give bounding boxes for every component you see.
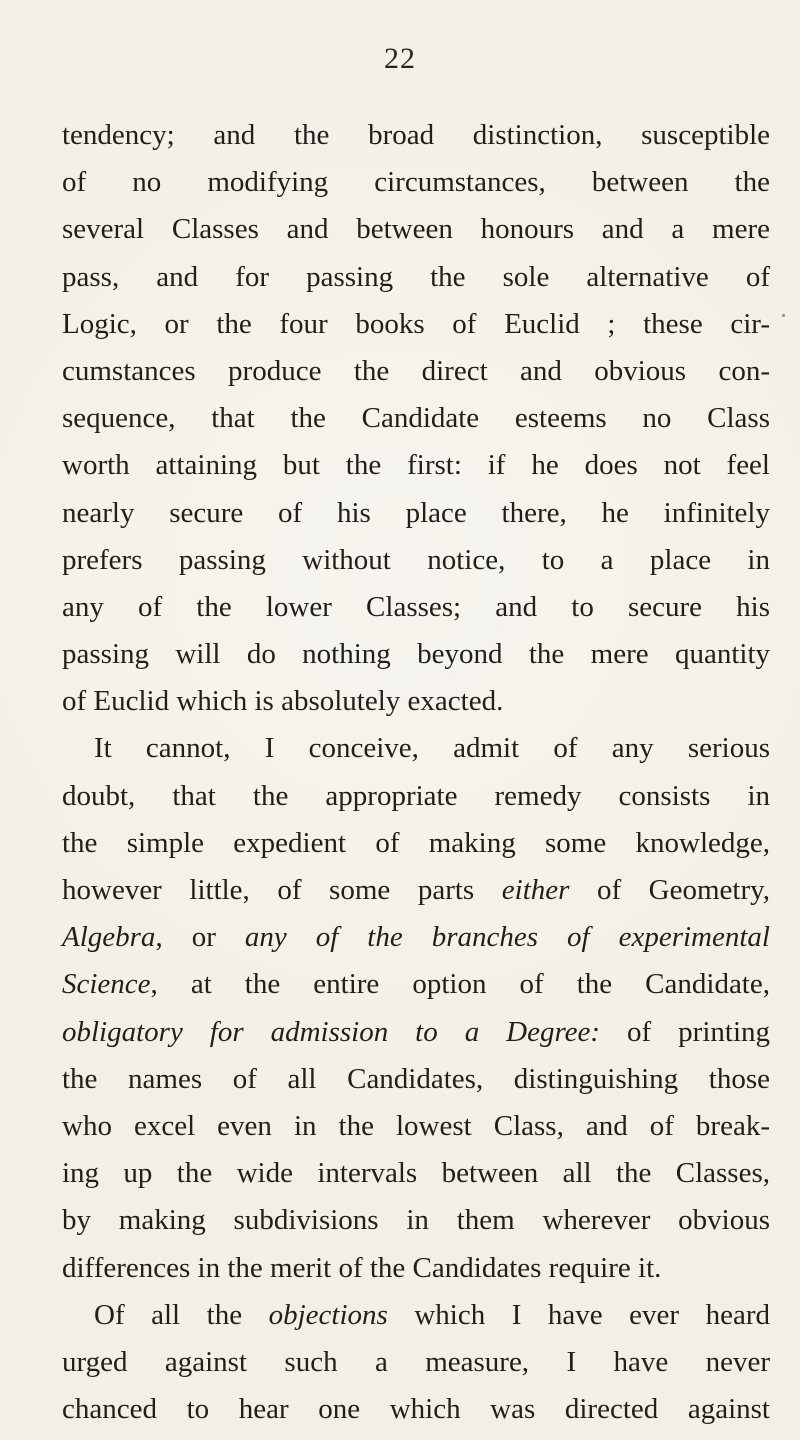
text-run: the simple expedient of making some knowledge,: [62, 826, 770, 859]
text-run: chanced to hear one which was directed against: [62, 1393, 770, 1426]
text-run: , or: [155, 921, 245, 954]
text-run: Of all the: [94, 1298, 269, 1331]
text-line: [62, 867, 770, 914]
text-line: [62, 1386, 770, 1433]
text-line: [62, 301, 770, 348]
body-text: [62, 112, 770, 1433]
text-run: urged against such a measure, I have never: [62, 1345, 770, 1378]
text-run: passing will do nothing beyond the mere quantity: [62, 638, 770, 671]
text-run: several Classes and between honours and a mere: [62, 213, 770, 246]
italic-run: objections: [268, 1298, 388, 1331]
text-line: [62, 1292, 770, 1339]
text-run: , at the entire option of the Candidate,: [150, 968, 770, 1001]
text-run: of Euclid which is absolutely exacted.: [62, 685, 504, 718]
italic-run: Science: [62, 968, 151, 1001]
text-line: [62, 820, 770, 867]
text-run: doubt, that the appropriate remedy consists in: [62, 779, 770, 812]
text-line: [62, 395, 770, 442]
text-line: [62, 631, 770, 678]
text-line: [62, 1150, 770, 1197]
text-run: Logic, or the four books of Euclid ; these cir-: [62, 307, 770, 340]
text-line: [62, 348, 770, 395]
text-line: [62, 961, 770, 1008]
text-run: ing up the wide intervals between all the Classes,: [62, 1157, 770, 1190]
text-run: the names of all Candidates, distinguishing those: [62, 1062, 770, 1095]
text-line: [62, 584, 770, 631]
text-line: [62, 490, 770, 537]
text-line: [62, 206, 770, 253]
text-run: sequence, that the Candidate esteems no Class: [62, 402, 770, 435]
text-line: [62, 678, 770, 725]
text-run: It cannot, I conceive, admit of any serious: [94, 732, 770, 765]
text-line: [62, 773, 770, 820]
printing-speck: [782, 314, 785, 317]
page-number: 22: [384, 42, 416, 75]
text-line: [62, 1197, 770, 1244]
italic-run: either: [501, 874, 570, 906]
text-run: which I have ever heard: [387, 1298, 770, 1331]
italic-run: Algebra: [62, 921, 156, 954]
text-line: [62, 254, 770, 301]
text-line: [62, 1009, 770, 1056]
text-run: nearly secure of his place there, he infinitely: [62, 496, 770, 529]
text-run: of no modifying circumstances, between the: [62, 166, 770, 199]
text-line: [62, 159, 770, 206]
text-line: [62, 537, 770, 584]
italic-run: any of the branches of experimental: [244, 921, 770, 954]
text-line: [62, 914, 770, 961]
text-run: differences in the merit of the Candidates require it.: [62, 1251, 662, 1284]
text-run: of Geometry,: [569, 874, 771, 906]
text-run: who excel even in the lowest Class, and of break-: [62, 1109, 770, 1142]
text-line: [62, 1056, 770, 1103]
text-run: worth attaining but the first: if he does not feel: [62, 449, 770, 482]
text-run: any of the lower Classes; and to secure his: [62, 590, 770, 623]
text-line: [62, 112, 770, 159]
text-run: cumstances produce the direct and obvious con-: [62, 354, 770, 387]
text-run: prefers passing without notice, to a place in: [62, 543, 770, 576]
text-line: [62, 442, 770, 489]
text-run: however little, of some parts: [62, 874, 502, 906]
text-run: pass, and for passing the sole alternative of: [62, 260, 770, 293]
text-run: tendency; and the broad distinction, susceptible: [62, 119, 770, 151]
italic-run: obligatory for admission to a Degree:: [62, 1015, 601, 1048]
text-line: [62, 1245, 770, 1292]
text-run: by making subdivisions in them wherever obvious: [62, 1204, 770, 1237]
text-line: [62, 1103, 770, 1150]
text-run: of printing: [600, 1015, 770, 1048]
text-line: [62, 725, 770, 772]
text-line: [62, 1339, 770, 1386]
